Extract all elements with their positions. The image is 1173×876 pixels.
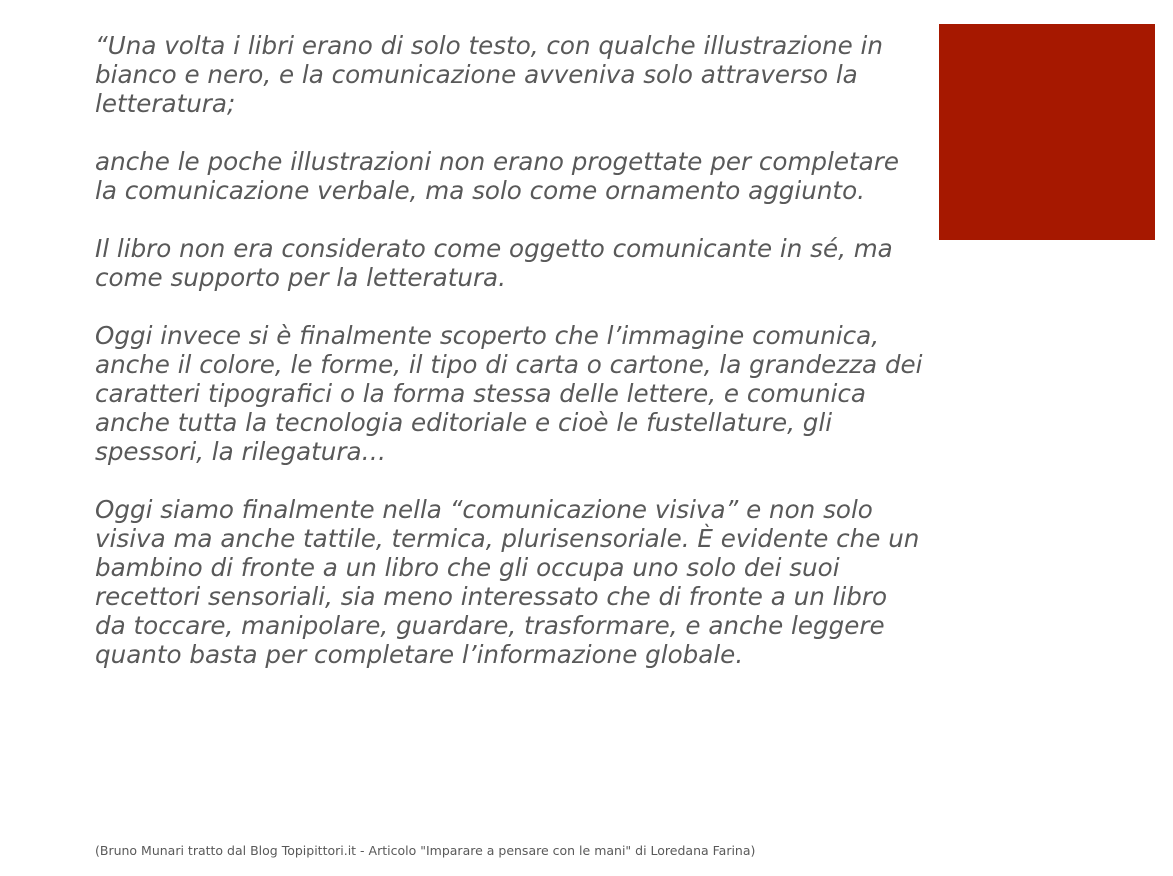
source-citation: (Bruno Munari tratto dal Blog Topipittori.it - Articolo "Imparare a pensare con le mani" di Loredana Farina): [95, 843, 756, 858]
quote-paragraph-5: Oggi siamo finalmente nella “comunicazione visiva” e non solo visiva ma anche tattile, termica, plurisensoriale. È evidente che un bambino di fronte a un libro che gli occupa uno solo dei suoi recettori sensoriali, sia meno interessato che di fronte a un libro da toccare, manipolare, guardare, trasformare, e anche leggere quanto basta per completare l’informazione globale.: [95, 495, 920, 669]
quote-paragraph-4: Oggi invece si è finalmente scoperto che l’immagine comunica, anche il colore, le forme, il tipo di carta o cartone, la grandezza dei caratteri tipografici o la forma stessa delle lettere, e comunica anche tutta la tecnologia editoriale e cioè le fustellature, gli spessori, la rilegatura…: [95, 321, 923, 466]
quote-paragraph-3: Il libro non era considerato come oggetto comunicante in sé, ma come supporto per la letteratura.: [95, 234, 893, 292]
quote-text: [95, 31, 925, 669]
quote-paragraph-2: anche le poche illustrazioni non erano progettate per completare la comunicazione verbale, ma solo come ornamento aggiunto.: [95, 147, 899, 205]
quote-paragraph-1: “Una volta i libri erano di solo testo, con qualche illustrazione in bianco e nero, e la comunicazione avveniva solo attraverso la letteratura;: [95, 31, 883, 118]
accent-square: [939, 24, 1155, 240]
